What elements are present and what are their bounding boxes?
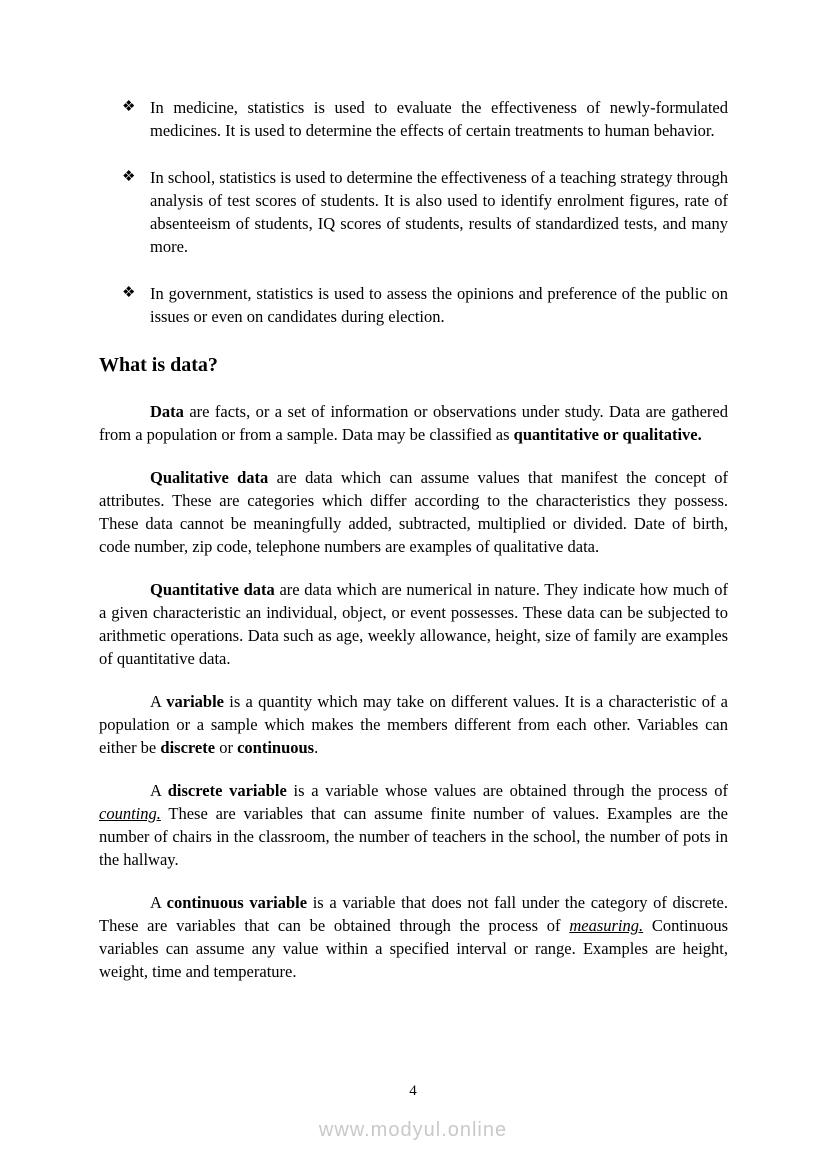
term-quantitative-data: Quantitative data bbox=[150, 580, 275, 599]
term-counting: counting. bbox=[99, 804, 161, 823]
term-discrete: discrete bbox=[160, 738, 216, 757]
bullet-text: In school, statistics is used to determine the effectiveness of a teaching strategy through analysis of test scores of students. It is also used to identify enrolment figures, rate of absenteeism of students, IQ scores of students, results of standardized tests, and many more. bbox=[150, 168, 728, 256]
term-measuring: measuring. bbox=[569, 916, 644, 935]
text-segment: A bbox=[150, 781, 168, 800]
text-segment: is a quantity which may take on different values. It is a characteristic of a population or a sample which makes the members different from each other. Variables can either be bbox=[99, 692, 729, 757]
text-segment: are facts, or a set of information or observations under study. Data are gathered from a population or from a sample. Data may be classified as bbox=[99, 402, 728, 444]
diamond-bullet-icon: ❖ bbox=[122, 99, 136, 115]
paragraph-quantitative-data bbox=[99, 578, 728, 670]
text-segment: A bbox=[150, 893, 167, 912]
paragraph-variable bbox=[99, 690, 728, 759]
bullet-text: In government, statistics is used to assess the opinions and preference of the public on issues or even on candidates during election. bbox=[150, 284, 728, 326]
watermark: www.modyul.online bbox=[318, 1119, 508, 1141]
text-segment: is a variable that does not fall under the category of discrete. These are variables that can be obtained through the process of bbox=[99, 893, 728, 935]
term-continuous: continuous bbox=[237, 738, 315, 757]
text-segment: or bbox=[215, 738, 238, 757]
text-segment: is a variable whose values are obtained through the process of bbox=[286, 781, 728, 800]
text-segment: . bbox=[314, 738, 319, 757]
text-segment: These are variables that can assume finite number of values. Examples are the number of chairs in the classroom, the number of teachers in the school, the number of pots in the hallway. bbox=[99, 804, 728, 869]
term-quantitative-or-qualitative: quantitative or qualitative. bbox=[513, 425, 702, 444]
term-data: Data bbox=[150, 402, 184, 421]
bullet-text: In medicine, statistics is used to evaluate the effectiveness of newly-formulated medicines. It is used to determine the effects of certain treatments to human behavior. bbox=[150, 98, 728, 140]
text-segment: are data which are numerical in nature. They indicate how much of a given characteristic an individual, object, or event possesses. These data can be subjected to arithmetic operations. Data such as age, weekly allowance, height, size of family are examples of quantitative data. bbox=[99, 580, 728, 668]
paragraph-qualitative-data bbox=[99, 466, 728, 558]
page-number: 4 bbox=[409, 1083, 417, 1099]
term-discrete-variable: discrete variable bbox=[167, 781, 287, 800]
term-variable: variable bbox=[166, 692, 225, 711]
bullet-item-school bbox=[99, 166, 728, 258]
section-heading: What is data? bbox=[99, 354, 218, 376]
term-qualitative-data: Qualitative data bbox=[150, 468, 269, 487]
term-continuous-variable: continuous variable bbox=[166, 893, 308, 912]
text-segment: A bbox=[150, 692, 167, 711]
paragraph-data bbox=[99, 400, 728, 446]
bullet-item-government bbox=[99, 282, 728, 328]
text-segment: Continuous variables can assume any value within a specified interval or range. Examples are height, weight, time and temperature. bbox=[99, 916, 728, 981]
paragraph-discrete-variable bbox=[99, 779, 728, 871]
text-segment: are data which can assume values that manifest the concept of attributes. These are categories which differ according to the characteristics they possess. These data cannot be meaningfully added, subtracted, multiplied or divided. Date of birth, code number, zip code, telephone numbers are examples of qualitative data. bbox=[99, 468, 728, 556]
paragraph-continuous-variable bbox=[99, 891, 728, 983]
page-content bbox=[99, 96, 728, 983]
diamond-bullet-icon: ❖ bbox=[122, 169, 136, 185]
bullet-item-medicine bbox=[99, 96, 728, 142]
diamond-bullet-icon: ❖ bbox=[122, 285, 136, 301]
